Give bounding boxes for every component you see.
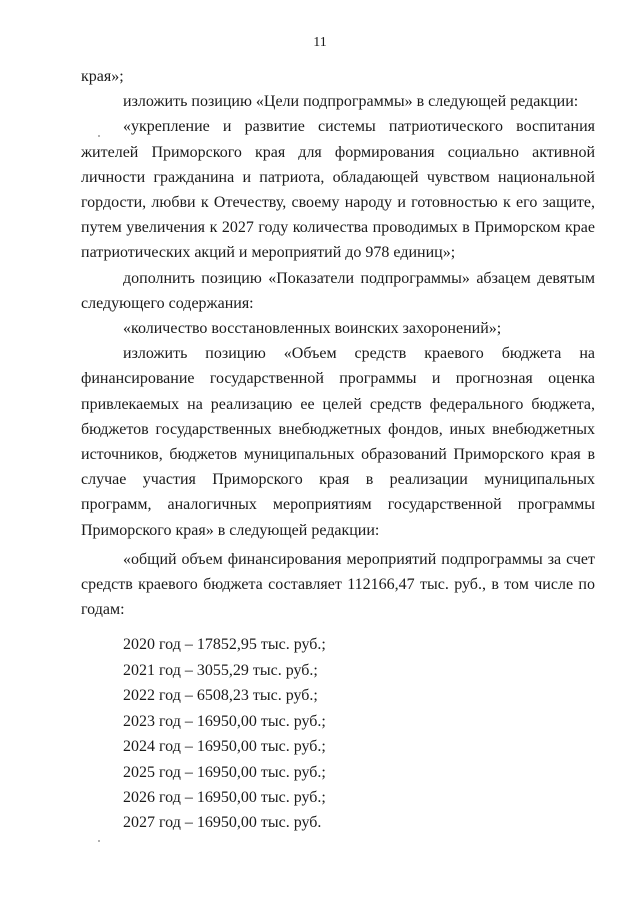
funding-year-item: 2021 год – 3055,29 тыс. руб.;: [123, 661, 318, 679]
document-body: [81, 64, 595, 836]
funding-year-item: 2023 год – 16950,00 тыс. руб.;: [123, 712, 326, 730]
paragraph-goals-text: «укрепление и развитие системы патриотического воспитания жителей Приморского края для формирования социально активной личности гражданина и патриота, обладающей чувством национальной гордости, любви к Отечеству, своему народу и готовностью к его защите, путем увеличения к 2027 году количества проводимых в Приморском крае патриотических акций и мероприятий до 978 единиц»;: [81, 118, 595, 262]
funding-year-item: 2022 год – 6508,23 тыс. руб.;: [123, 687, 318, 705]
funding-year-item: 2026 год – 16950,00 тыс. руб.;: [123, 788, 326, 806]
funding-by-year-list: [81, 632, 595, 835]
paragraph-budget-text: «общий объем финансирования мероприятий подпрограммы за счет средств краевого бюджета составляет 112166,47 тыс. руб., в том числе по годам:: [81, 550, 595, 619]
paragraph-continuation: края»;: [81, 68, 124, 85]
funding-year-item: 2024 год – 16950,00 тыс. руб.;: [123, 738, 326, 756]
paragraph-goals-instruction: изложить позицию «Цели подпрограммы» в следующей редакции:: [123, 93, 579, 111]
funding-year-item: 2020 год – 17852,95 тыс. руб.;: [123, 636, 326, 654]
funding-year-item: 2027 год – 16950,00 тыс. руб.: [123, 814, 322, 832]
paragraph-indicators-text: «количество восстановленных воинских захоронений»;: [123, 320, 502, 338]
funding-year-item: 2025 год – 16950,00 тыс. руб.;: [123, 763, 326, 781]
paragraph-budget-instruction: изложить позицию «Объем средств краевого бюджета на финансирование государственной программы и прогнозная оценка привлекаемых на реализацию ее целей средств федерального бюджета, бюджетов государственных внебюджетных фондов, иных внебюджетных источников, бюджетов муниципальных образований Приморского края в случае участия Приморского края в реализации муниципальных программ, аналогичных мероприятиям государственной программы Приморского края» в следующей редакции:: [81, 345, 595, 539]
paragraph-indicators-instruction: дополнить позицию «Показатели подпрограммы» абзацем девятым следующего содержания:: [81, 269, 595, 312]
page-number: 11: [313, 35, 327, 50]
scan-speck: [98, 840, 100, 842]
scan-speck: [98, 135, 100, 137]
